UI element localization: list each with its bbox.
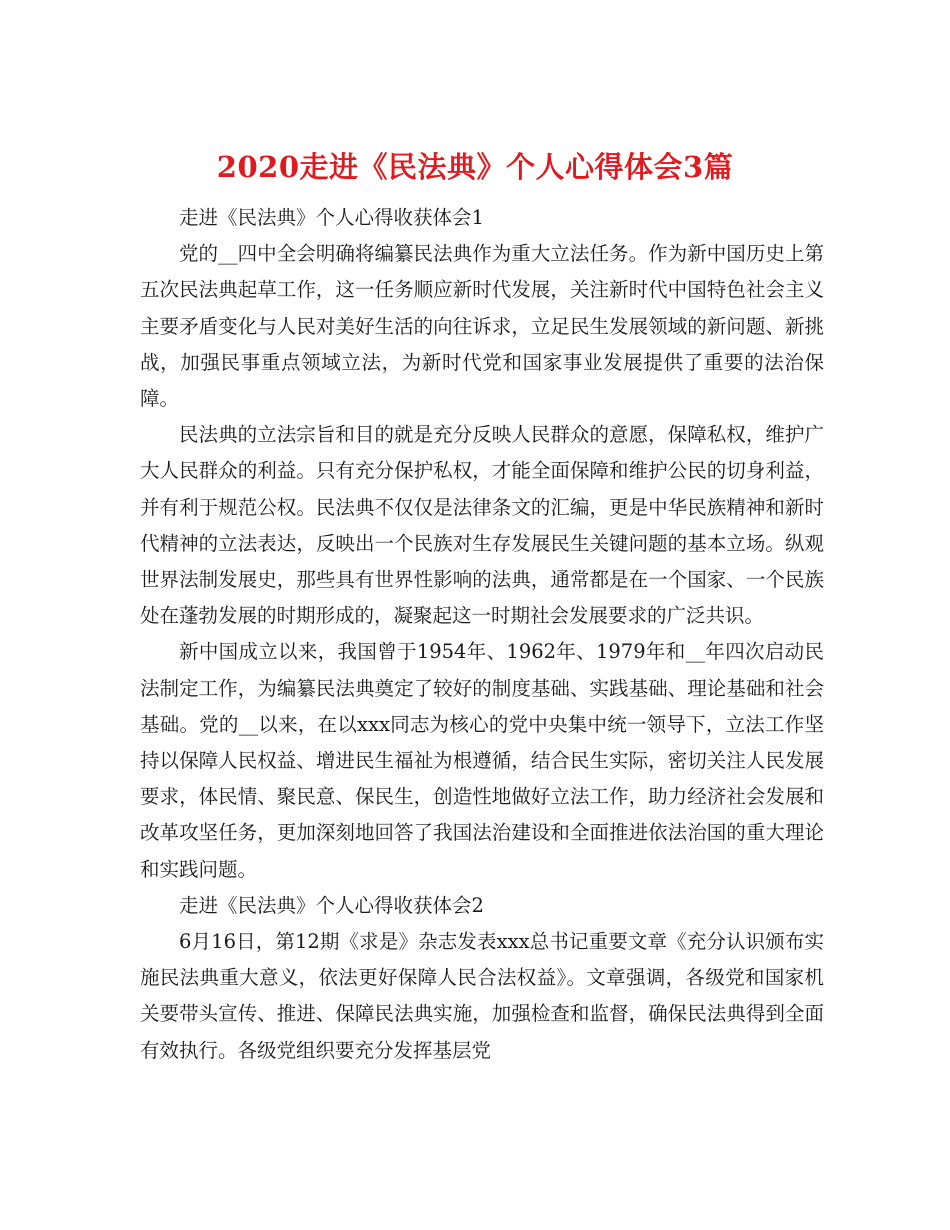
paragraph: 6月16日，第12期《求是》杂志发表xxx总书记重要文章《充分认识颁布实施民法典重大意义，依法更好保障人民合法权益》。文章强调，各级党和国家机关要带头宣传、推进、保障民法典实施，加强检查和监督，确保民法典得到全面有效执行。各级党组织要充分发挥基层党	[140, 930, 824, 1062]
section-heading-2: 走进《民法典》个人心得收获体会2	[179, 893, 484, 917]
paragraph: 民法典的立法宗旨和目的就是充分反映人民群众的意愿，保障私权，维护广大人民群众的利益。只有充分保护私权，才能全面保障和维护公民的切身利益，并有利于规范公权。民法典不仅仅是法律条文的汇编，更是中华民族精神和新时代精神的立法表达，反映出一个民族对生存发展民生关键问题的基本立场。纵观世界法制发展史，那些具有世界性影响的法典，通常都是在一个国家、一个民族处在蓬勃发展的时期形成的，凝聚起这一时期社会发展要求的广泛共识。	[140, 423, 824, 628]
paragraph: 新中国成立以来，我国曾于1954年、1962年、1979年和__年四次启动民法制定工作，为编纂民法典奠定了较好的制度基础、实践基础、理论基础和社会基础。党的__以来，在以xxx同志为核心的党中央集中统一领导下，立法工作坚持以保障人民权益、增进民生福祉为根遵循，结合民生实际，密切关注人民发展要求，体民情、聚民意、保民生，创造性地做好立法工作，助力经济社会发展和改革攻坚任务，更加深刻地回答了我国法治建设和全面推进依法治国的重大理论和实践问题。	[140, 640, 824, 881]
document-body	[140, 200, 824, 1069]
section-heading-1: 走进《民法典》个人心得收获体会1	[179, 206, 484, 229]
page-title: 2020走进《民法典》个人心得体会3篇	[216, 150, 734, 185]
paragraph: 党的__四中全会明确将编纂民法典作为重大立法任务。作为新中国历史上第五次民法典起草工作，这一任务顺应新时代发展，关注新时代中国特色社会主义主要矛盾变化与人民对美好生活的向往诉求，立足民生发展领域的新问题、新挑战，加强民事重点领域立法，为新时代党和国家事业发展提供了重要的法治保障。	[140, 242, 824, 411]
